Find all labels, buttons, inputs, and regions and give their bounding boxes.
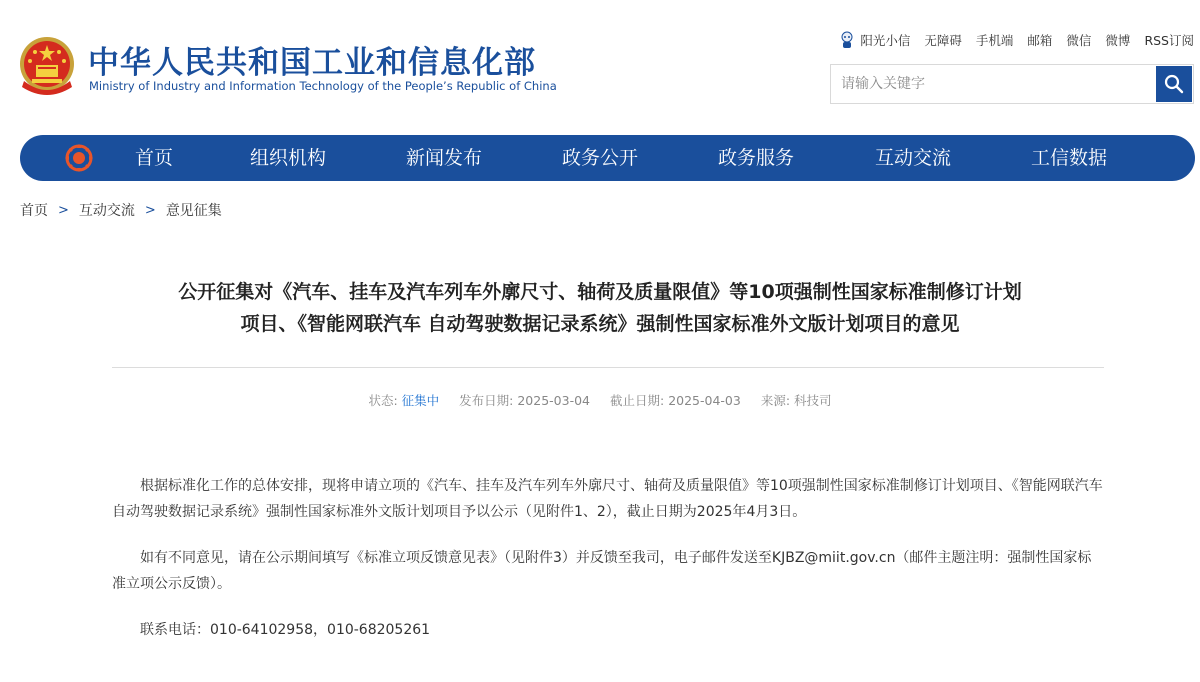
article-body [112, 473, 1104, 663]
article-title-line2: 项目、《智能网联汽车 自动驾驶数据记录系统》强制性国家标准外文版计划项目的意见 [240, 313, 960, 335]
nav-item-news[interactable]: 新闻发布 [406, 147, 483, 169]
search-button[interactable] [1156, 66, 1192, 102]
site-title-en: Ministry of Industry and Information Technology of the People’s Republic of China [89, 79, 557, 93]
meta-publish [459, 393, 594, 408]
main-nav [20, 135, 1195, 181]
search-icon [1164, 74, 1184, 94]
nav-item-services[interactable]: 政务服务 [718, 147, 795, 169]
top-link-accessibility[interactable]: 无障碍 [924, 33, 962, 48]
article-paragraph: 如有不同意见，请在公示期间填写《标准立项反馈意见表》（见附件3）并反馈至我司，电子邮件发送至KJBZ@miit.gov.cn（邮件主题注明：强制性国家标准立项公示反馈）。 [112, 550, 1092, 592]
status-badge: 征集中 [401, 393, 440, 408]
meta-source-label: 来源: [760, 393, 791, 408]
article-meta [0, 391, 1200, 409]
breadcrumb-interaction[interactable]: 互动交流 [78, 203, 135, 219]
breadcrumb-home[interactable]: 首页 [20, 203, 48, 219]
top-links [840, 31, 1194, 49]
nav-item-interaction[interactable]: 互动交流 [875, 147, 952, 169]
top-link-assistant[interactable] [840, 31, 910, 49]
top-link-wechat[interactable]: 微信 [1066, 33, 1092, 48]
meta-source [761, 393, 832, 408]
meta-deadline-date: 2025-04-03 [668, 393, 741, 408]
top-link-label: 阳光小信 [860, 33, 911, 48]
article-paragraph: 根据标准化工作的总体安排，现将申请立项的《汽车、挂车及汽车列车外廓尺寸、轴荷及质量限值》等10项强制性国家标准制修订计划项目、《智能网联汽车 自动驾驶数据记录系统》强制性国家标准外文版计划项目予以公示（见附件1、2），截止日期为2025年4月3日。 [112, 478, 1103, 520]
meta-status-label: 状态: [368, 393, 398, 408]
nav-item-organization[interactable]: 组织机构 [250, 147, 327, 169]
nav-item-public-affairs[interactable]: 政务公开 [562, 147, 639, 169]
article-title [100, 276, 1100, 340]
breadcrumb-current[interactable]: 意见征集 [165, 203, 222, 219]
top-link-rss[interactable]: RSS订阅 [1144, 33, 1194, 48]
search-input[interactable] [831, 65, 1157, 103]
national-emblem-icon[interactable] [18, 35, 76, 97]
robot-assistant-icon [840, 31, 854, 49]
breadcrumb [20, 200, 222, 220]
search-box [830, 64, 1194, 104]
top-link-mail[interactable]: 邮箱 [1027, 33, 1053, 48]
meta-deadline-label: 截止日期: [609, 393, 665, 408]
breadcrumb-separator: > [58, 202, 69, 218]
article-title-line1: 公开征集对《汽车、挂车及汽车列车外廓尺寸、轴荷及质量限值》等10项强制性国家标准制修订计划 [178, 281, 1022, 303]
meta-status [368, 393, 443, 408]
nav-item-home[interactable]: 首页 [135, 147, 174, 169]
breadcrumb-separator: > [144, 202, 156, 218]
nav-item-data[interactable]: 工信数据 [1031, 147, 1108, 169]
title-divider [112, 367, 1104, 368]
meta-source-value: 科技司 [794, 393, 832, 408]
site-header [0, 0, 1200, 130]
meta-deadline [610, 393, 745, 408]
site-title-cn: 中华人民共和国工业和信息化部 [88, 45, 536, 81]
meta-publish-date: 2025-03-04 [517, 393, 590, 408]
nav-logo-icon[interactable] [64, 143, 94, 173]
contact-phone: 联系电话：010-64102958，010-68205261 [140, 622, 431, 638]
meta-publish-label: 发布日期: [459, 393, 514, 408]
top-link-weibo[interactable]: 微博 [1105, 33, 1131, 48]
top-link-mobile[interactable]: 手机端 [975, 33, 1014, 48]
